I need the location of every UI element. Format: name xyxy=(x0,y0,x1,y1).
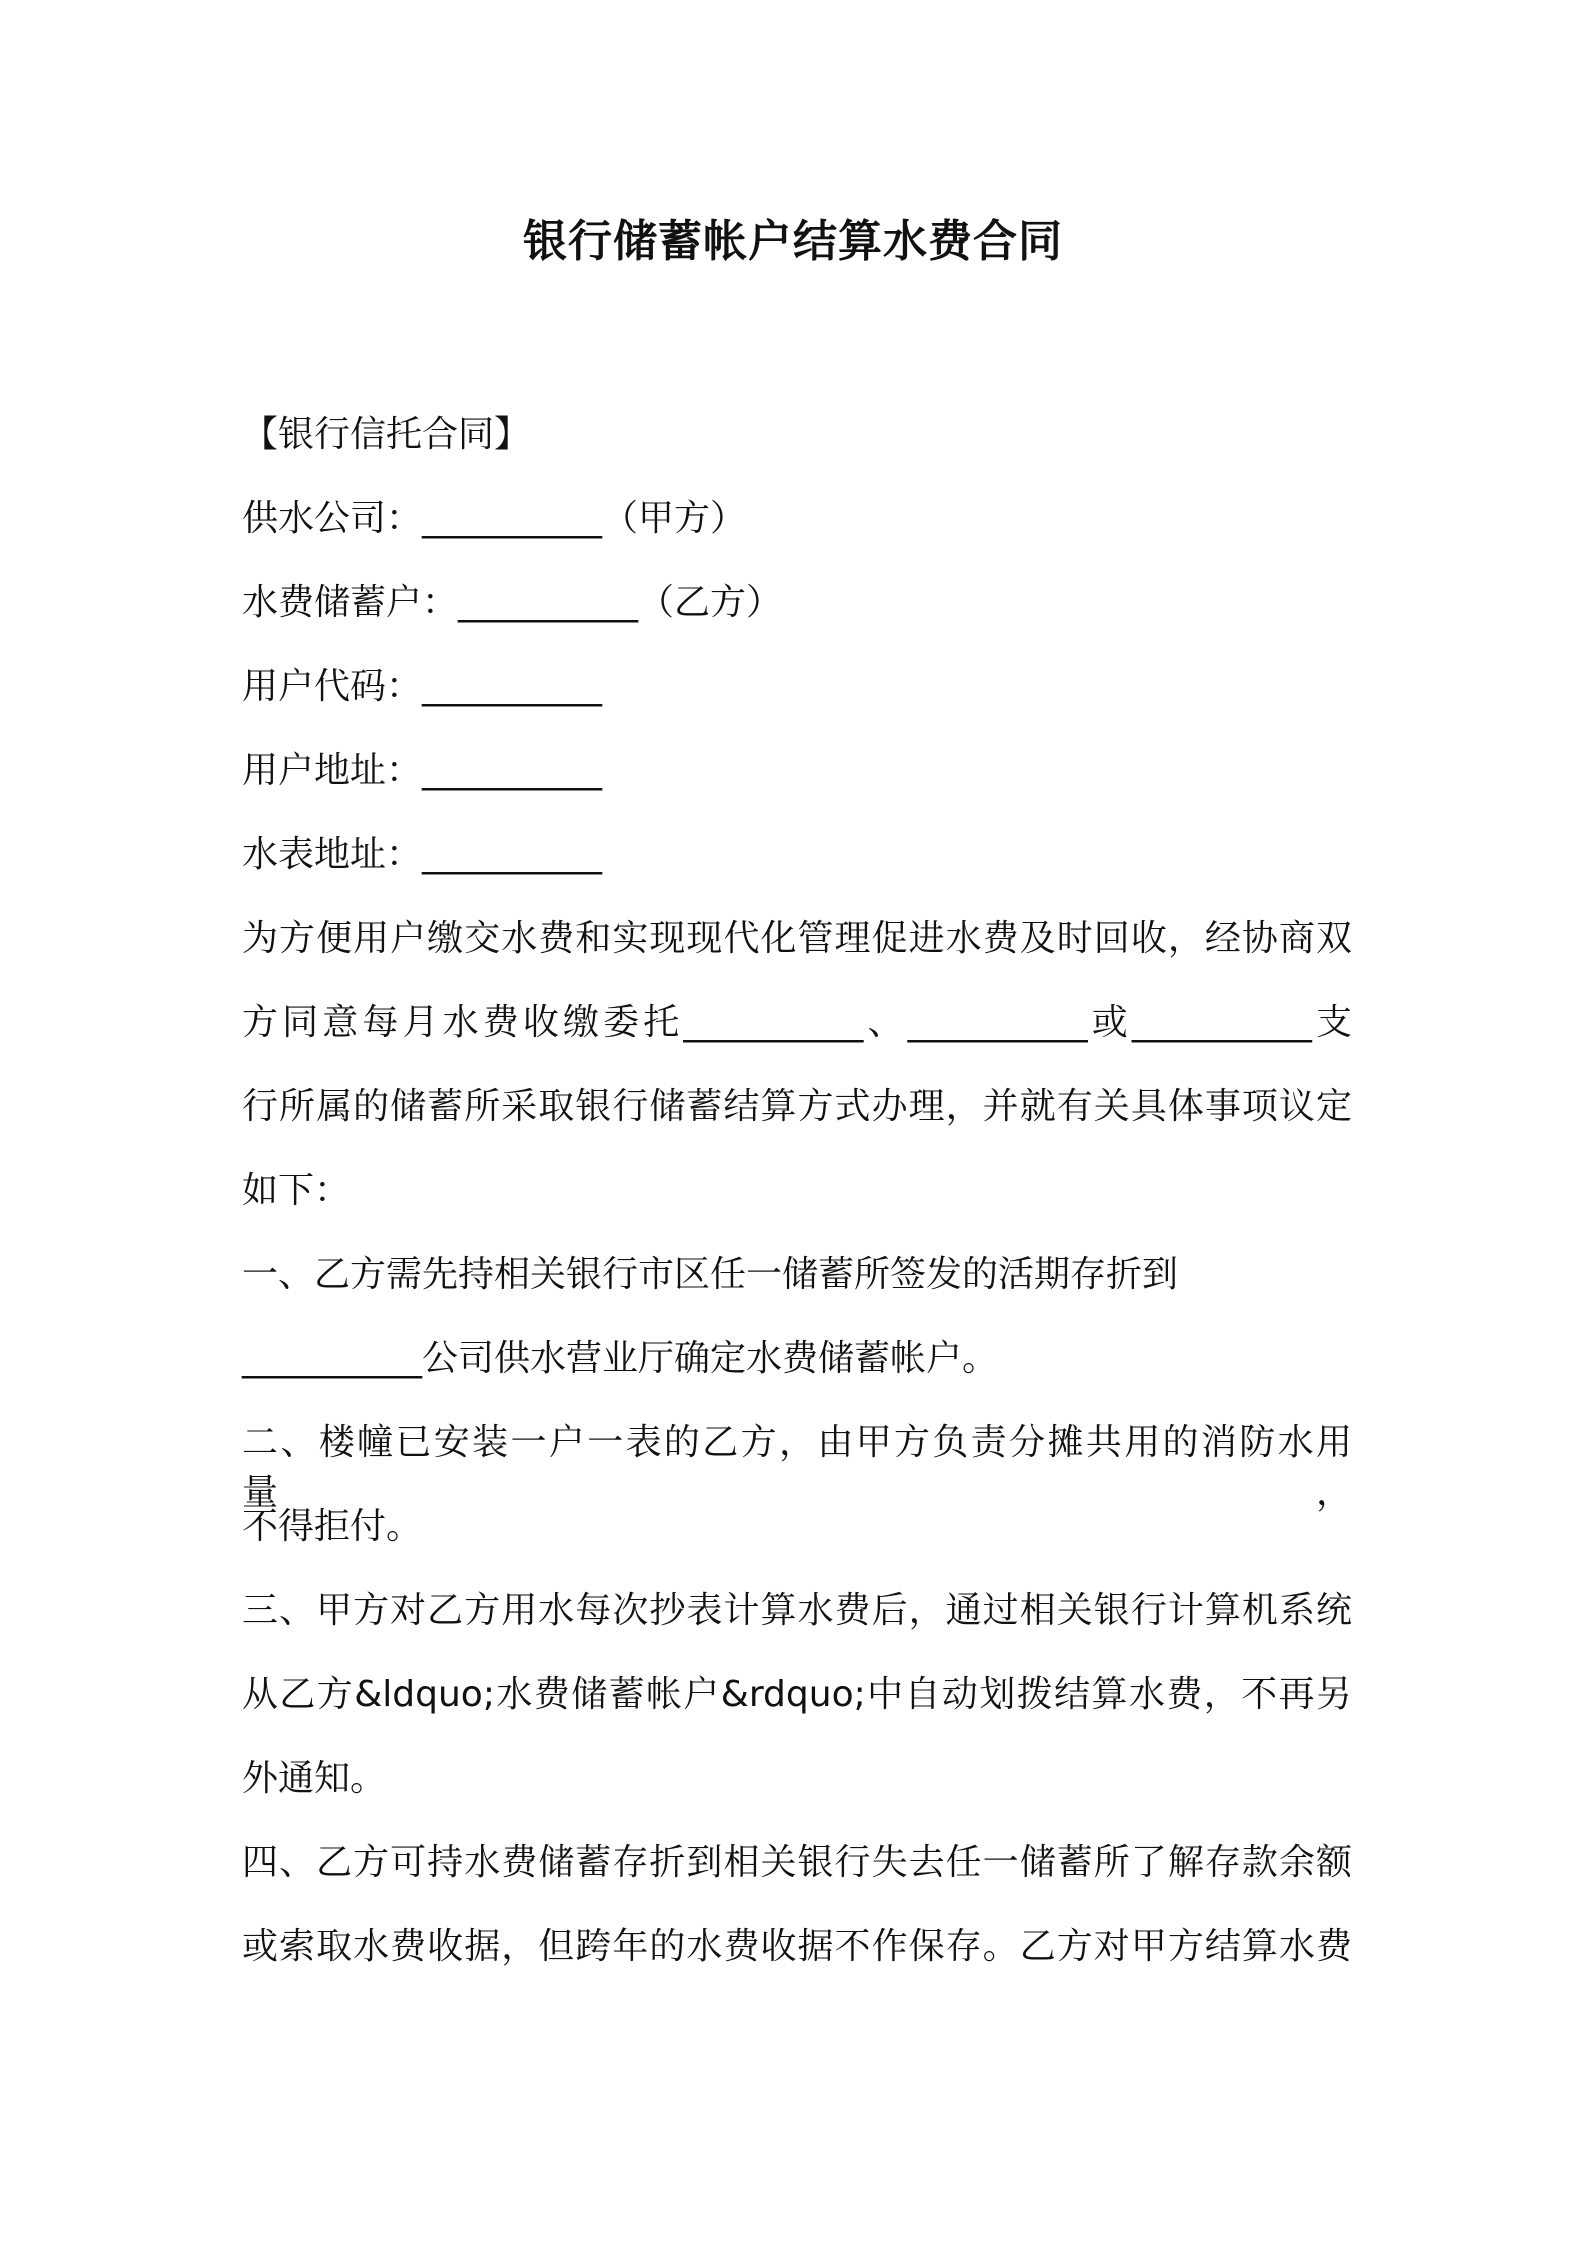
clause-2-line: 不得拒付。 xyxy=(242,1506,423,1547)
field-depositor: 水费储蓄户：__________（乙方） xyxy=(242,582,783,623)
clause-3-line: 外通知。 xyxy=(242,1758,387,1799)
field-water-company: 供水公司：__________（甲方） xyxy=(242,498,747,539)
paragraph-line: 如下： xyxy=(242,1170,351,1211)
contract-subtitle: 【银行信托合同】 xyxy=(242,414,531,455)
clause-2-line: 二、楼幢已安装一户一表的乙方，由甲方负责分摊共用的消防水用量， xyxy=(242,1422,1352,1513)
document-title: 银行储蓄帐户结算水费合同 xyxy=(523,216,1063,267)
paragraph-line: 方同意每月水费收缴委托__________、__________或__________支 xyxy=(242,1002,1352,1043)
field-user-code: 用户代码：__________ xyxy=(242,666,603,707)
clause-3-line: 三、甲方对乙方用水每次抄表计算水费后，通过相关银行计算机系统 xyxy=(242,1590,1352,1631)
clause-3-line: 从乙方&ldquo;水费储蓄帐户&rdquo;中自动划拨结算水费，不再另 xyxy=(242,1674,1352,1715)
paragraph-line: 为方便用户缴交水费和实现现代化管理促进水费及时回收，经协商双 xyxy=(242,918,1352,959)
field-meter-address: 水表地址：__________ xyxy=(242,834,603,875)
clause-4-line: 或索取水费收据，但跨年的水费收据不作保存。乙方对甲方结算水费 xyxy=(242,1926,1352,1967)
clause-4-line: 四、乙方可持水费储蓄存折到相关银行失去任一储蓄所了解存款余额 xyxy=(242,1842,1352,1883)
paragraph-line: 行所属的储蓄所采取银行储蓄结算方式办理，并就有关具体事项议定 xyxy=(242,1086,1352,1127)
clause-1-line: __________公司供水营业厅确定水费储蓄帐户。 xyxy=(242,1338,999,1379)
clause-1-line: 一、乙方需先持相关银行市区任一储蓄所签发的活期存折到 xyxy=(242,1254,1179,1295)
field-user-address: 用户地址：__________ xyxy=(242,750,603,791)
